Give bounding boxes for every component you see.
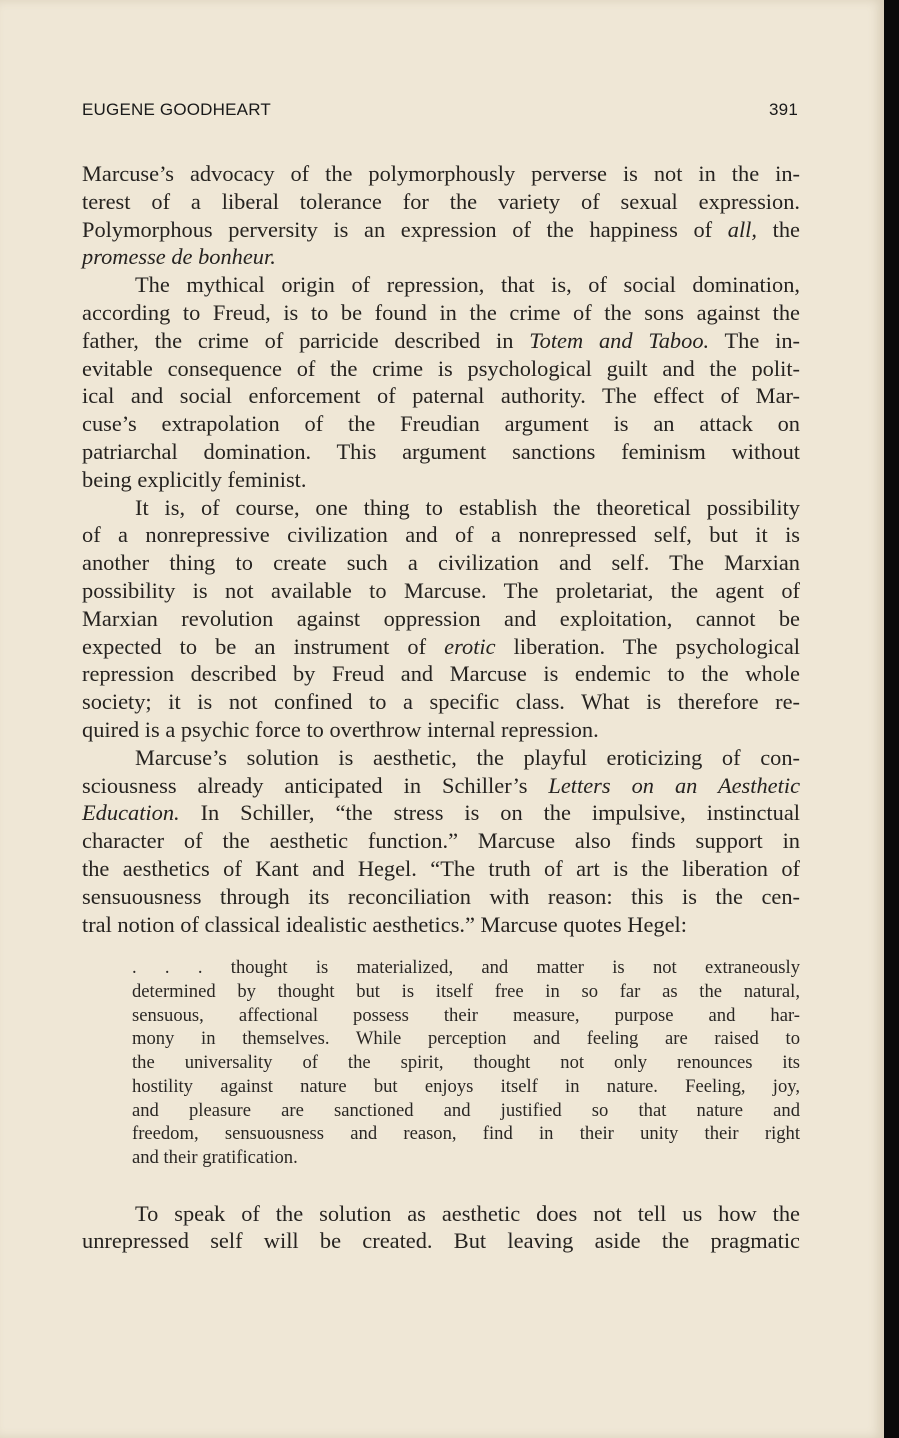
quote-line: and their gratification. (132, 1146, 298, 1168)
quote-line: hostility against nature but enjoys itself in nature. Feeling, joy, (132, 1075, 800, 1097)
text-line (82, 188, 800, 216)
text-run: In Schiller, “the stress is on the impulsive, instinctual (179, 800, 800, 826)
text-run: The in- (709, 327, 800, 353)
text-line (82, 438, 800, 466)
text-line (82, 605, 800, 633)
text-run: another thing to create such a civilization and self. The Marxian (82, 550, 800, 576)
italic-text: Education. (82, 800, 180, 826)
text-run: Marcuse’s solution is aesthetic, the playful eroticizing of con- (135, 744, 800, 770)
quote-line: . . . thought is materialized, and matter is not extraneously (132, 957, 800, 979)
text-run: expected to be an instrument of (82, 633, 445, 659)
text-run: cuse’s extrapolation of the Freudian argument is an attack on (82, 411, 800, 437)
italic-text: all, (727, 216, 757, 242)
quote-line: determined by thought but is itself free in so far as the natural, (132, 981, 800, 1003)
text-run: quired is a psychic force to overthrow internal repression. (82, 716, 599, 742)
text-run: sensuousness through its reconciliation with reason: this is the cen- (82, 883, 800, 909)
closing-paragraph (82, 1200, 800, 1256)
text-line (82, 716, 800, 744)
text-line (82, 660, 800, 688)
paragraph (82, 160, 800, 271)
italic-text: erotic (444, 633, 496, 659)
text-line (82, 827, 800, 855)
quote-line: sensuous, affectional possess their measure, purpose and har- (132, 1004, 800, 1026)
text-line (82, 243, 800, 271)
text-line (82, 160, 800, 188)
text-run: repression described by Freud and Marcuse is endemic to the whole (82, 661, 800, 687)
text-run: society; it is not confined to a specific class. What is therefore re- (82, 689, 800, 715)
running-head: EUGENE GOODHEART (82, 100, 271, 119)
text-line (82, 299, 800, 327)
text-run: The mythical origin of repression, that is, of social domination, (135, 272, 800, 298)
text-run: Marxian revolution against oppression and exploitation, cannot be (82, 605, 800, 631)
text-line (82, 521, 800, 549)
text-line (82, 355, 800, 383)
text-line (82, 744, 800, 772)
scan-edge (884, 0, 899, 1438)
italic-text: Letters on an Aesthetic (548, 772, 801, 798)
text-line (82, 549, 800, 577)
running-header (82, 100, 798, 120)
quote-line: freedom, sensuousness and reason, find in their unity their right (132, 1123, 800, 1145)
text-run: the (757, 216, 800, 242)
text-line (82, 855, 800, 883)
text-run: liberation. The psychological (495, 633, 800, 659)
text-line (82, 772, 800, 800)
text-line (82, 271, 800, 299)
text-line (82, 688, 800, 716)
text-run: the aesthetics of Kant and Hegel. “The truth of art is the liberation of (82, 855, 800, 881)
text-run: being explicitly feminist. (82, 466, 307, 492)
text-run: patriarchal domination. This argument sanctions feminism without (82, 438, 800, 464)
text-run: tral notion of classical idealistic aesthetics.” Marcuse quotes Hegel: (82, 911, 687, 937)
text-run: evitable consequence of the crime is psychological guilt and the polit- (82, 355, 800, 381)
paragraph (82, 744, 800, 939)
italic-text: Totem and Taboo. (529, 327, 710, 353)
text-line (82, 410, 800, 438)
text-line (82, 633, 800, 661)
text-run: Marcuse’s advocacy of the polymorphously perverse is not in the in- (82, 161, 800, 186)
paragraph (82, 271, 800, 493)
text-line (82, 1200, 800, 1228)
text-line (82, 494, 800, 522)
text-line (82, 911, 800, 939)
italic-text: promesse de bonheur. (82, 244, 276, 270)
text-run: ical and social enforcement of paternal authority. The effect of Mar- (82, 383, 800, 409)
page-number: 391 (769, 100, 798, 119)
text-run: It is, of course, one thing to establish the theoretical possibility (135, 494, 800, 520)
text-run: possibility is not available to Marcuse. The proletariat, the agent of (82, 577, 800, 603)
text-line (82, 466, 800, 494)
quote-line: mony in themselves. While perception and feeling are raised to (132, 1028, 800, 1050)
block-quote (132, 956, 800, 1169)
quote-line: and pleasure are sanctioned and justified so that nature and (132, 1099, 800, 1121)
text-line (82, 382, 800, 410)
paragraphs (82, 160, 800, 938)
text-line (82, 1227, 800, 1255)
text-line (82, 577, 800, 605)
text-run: terest of a liberal tolerance for the variety of sexual expression. (82, 188, 800, 214)
text-line (82, 216, 800, 244)
quote-line: the universality of the spirit, thought not only renounces its (132, 1052, 800, 1074)
text-run: To speak of the solution as aesthetic does not tell us how the (135, 1200, 800, 1226)
text-line (82, 883, 800, 911)
text-line (82, 799, 800, 827)
body-text (82, 160, 800, 1255)
paragraph (82, 494, 800, 744)
text-run: father, the crime of parricide described in (82, 327, 530, 353)
text-run: character of the aesthetic function.” Marcuse also finds support in (82, 828, 800, 854)
text-run: Polymorphous perversity is an expression of the happiness of (82, 216, 728, 242)
text-run: according to Freud, is to be found in the crime of the sons against the (82, 299, 800, 325)
text-run: sciousness already anticipated in Schiller’s (82, 772, 549, 798)
text-run: of a nonrepressive civilization and of a nonrepressed self, but it is (82, 522, 800, 548)
text-run: unrepressed self will be created. But leaving aside the pragmatic (82, 1228, 800, 1254)
text-line (82, 327, 800, 355)
